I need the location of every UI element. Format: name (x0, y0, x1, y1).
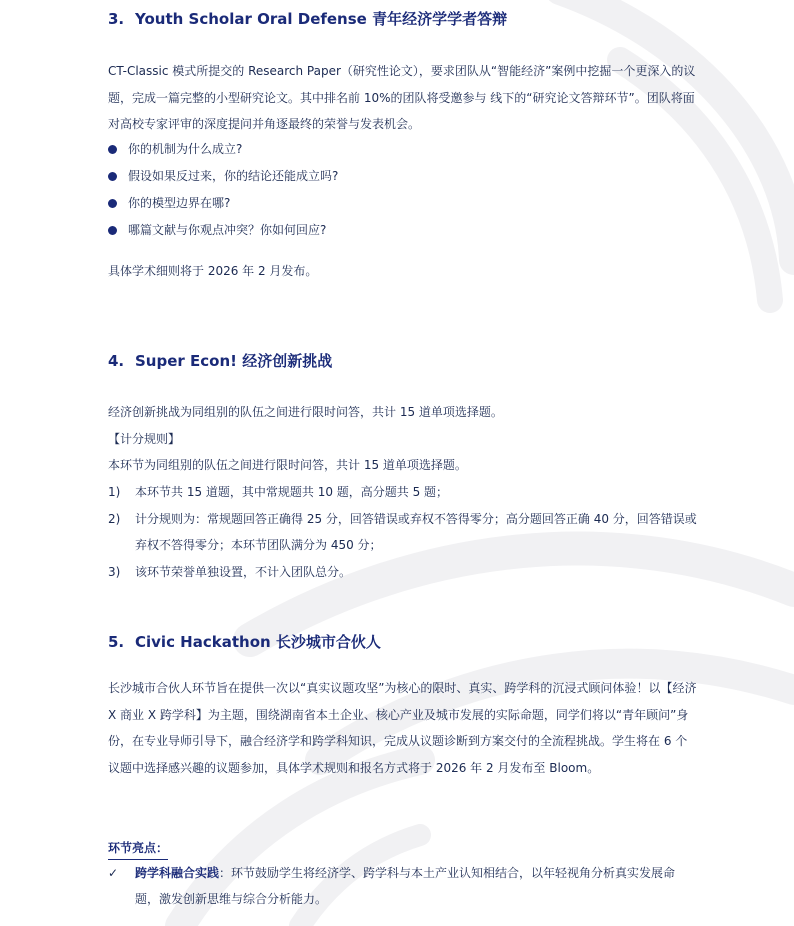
checkmark-icon: ✓ (108, 866, 119, 880)
bullet-dot-icon (108, 145, 117, 154)
rule-number: 1) (108, 485, 121, 499)
question-item (108, 193, 230, 213)
bullet-dot-icon (108, 226, 117, 235)
rule-text: 本环节共 15 道题，其中常规题共 10 题，高分题共 5 题； (135, 485, 449, 499)
highlight-bold: 跨学科融合实践 (135, 866, 220, 880)
rule-text: 计分规则为：常规题回答正确得 25 分，回答错误或弃权不答得零分；高分题回答正确 40 分，回答错误或弃权不答得零分；本环节团队满分为 450 分； (135, 512, 697, 552)
question-item (108, 139, 242, 159)
bullet-dot-icon (108, 172, 117, 181)
question-item (108, 220, 326, 240)
rules-intro: 本环节为同组别的队伍之间进行限时问答，共计 15 道单项选择题。 (108, 458, 467, 472)
highlight-item (108, 860, 698, 912)
rule-item (108, 506, 698, 558)
section-5-title-text: Civic Hackathon 长沙城市合伙人 (135, 633, 381, 651)
section-3-intro: CT-Classic 模式所提交的 Research Paper（研究性论文），要求团队从“智能经济”案例中挖掘一个更深入的议题，完成一篇完整的小型研究论文。其中排名前 10%的团队将受邀参与 线下的“研究论文答辩环节”。团队将面对高校专家评审的深度提问并角逐最终的荣誉与发表机会。 (108, 64, 696, 131)
rule-item (108, 559, 698, 585)
rule-text: 该环节荣誉单独设置，不计入团队总分。 (135, 565, 352, 579)
question-text: 假设如果反过来，你的结论还能成立吗? (128, 169, 339, 183)
section-5-title (108, 632, 381, 652)
highlight-text: ：环节鼓励学生将经济学、跨学科与本土产业认知相结合，以年轻视角分析真实发展命题，激发创新思维与综合分析能力。 (135, 866, 676, 906)
section-3-footnote: 具体学术细则将于 2026 年 2 月发布。 (108, 264, 318, 278)
rule-number: 3) (108, 565, 121, 579)
bullet-dot-icon (108, 199, 117, 208)
section-3-title (108, 9, 507, 29)
section-3-title-text: Youth Scholar Oral Defense 青年经济学学者答辩 (135, 10, 508, 28)
question-item (108, 166, 338, 186)
section-4-intro: 经济创新挑战为同组别的队伍之间进行限时问答，共计 15 道单项选择题。 (108, 405, 503, 419)
section-3-number: 3. (108, 10, 125, 28)
section-4-number: 4. (108, 352, 125, 370)
section-4-title-text: Super Econ! 经济创新挑战 (135, 352, 333, 370)
rule-number: 2) (108, 512, 121, 526)
section-5-intro: 长沙城市合伙人环节旨在提供一次以“真实议题攻坚”为核心的限时、真实、跨学科的沉浸式顾问体验！以【经济 X 商业 X 跨学科】为主题，围绕湖南省本土企业、核心产业及城市发展的实际命题，同学们将以“青年顾问”身份，在专业导师引导下，融合经济学和跨学科知识，完成从议题诊断到方案交付的全流程挑战。学生将在 6 个议题中选择感兴趣的议题参加，具体学术规则和报名方式将于 2026 年 2 月发布至 Bloom。 (108, 681, 697, 775)
section-4-title (108, 351, 332, 371)
rule-item (108, 479, 698, 505)
highlights-heading: 环节亮点： (108, 838, 168, 860)
rules-heading: 【计分规则】 (108, 432, 181, 446)
section-5-number: 5. (108, 633, 125, 651)
question-text: 你的机制为什么成立? (128, 142, 243, 156)
question-text: 哪篇文献与你观点冲突？你如何回应? (128, 223, 327, 237)
question-text: 你的模型边界在哪? (128, 196, 231, 210)
